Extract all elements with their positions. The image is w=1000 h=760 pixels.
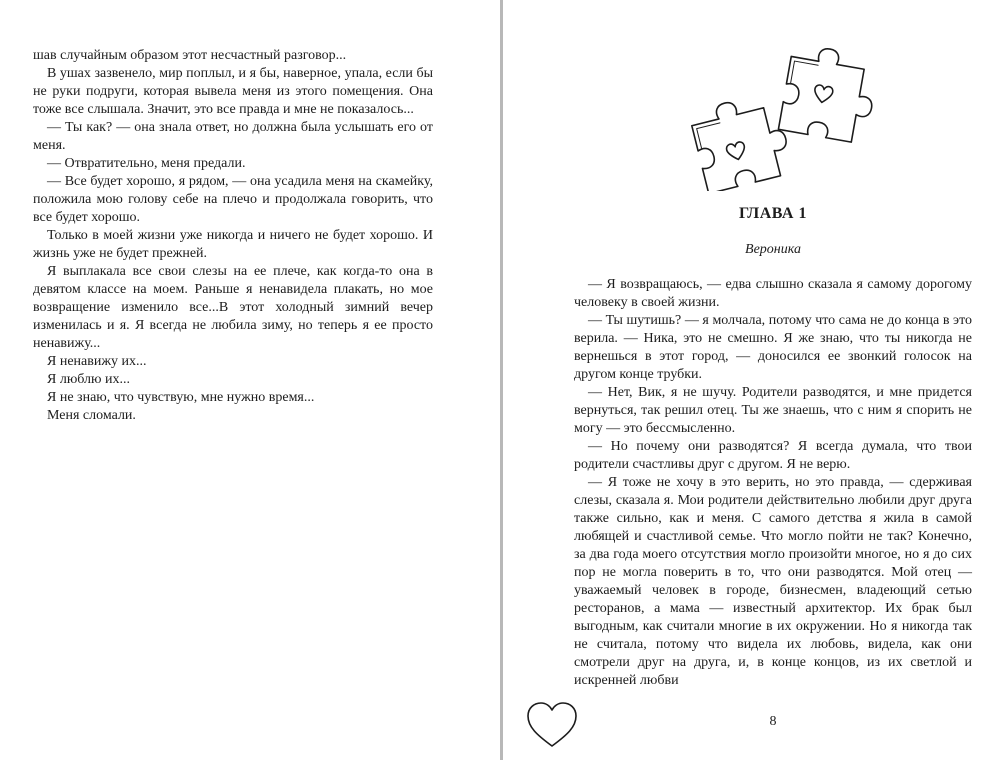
paragraph: Я не знаю, что чувствую, мне нужно время... bbox=[47, 390, 315, 405]
right-page bbox=[503, 0, 1000, 760]
paragraph: шав случайным образом этот несчастный разговор... bbox=[33, 48, 347, 63]
paragraph: — Ты шутишь? — я молчала, потому что сама не до конца в это верила. — Ника, это не смешно. Я же знаю, что ты никогда не вернешься в этот город, — доносился ее звонкий голосок на другом конце трубки. bbox=[574, 313, 972, 382]
right-page-text bbox=[574, 276, 972, 690]
paragraph: — Я возвращаюсь, — едва слышно сказала я самому дорогому человеку в своей жизни. bbox=[574, 277, 972, 310]
paragraph: — Все будет хорошо, я рядом, — она усадила меня на скамейку, положила мою голову себе на плечо и продолжала говорить, что все будет хорошо. bbox=[33, 174, 433, 225]
paragraph: Я выплакала все свои слезы на ее плече, как когда-то она в девятом классе на моем. Раньше я ненавидела плакать, но мое возвращение изменило все...В этот холодный зимний вечер изменилась и я. Я всегда не любила зиму, но теперь я ее просто ненавижу... bbox=[33, 264, 433, 351]
paragraph: В ушах зазвенело, мир поплыл, и я бы, наверное, упала, если бы не руки подруги, которая вывела меня из этого помещения. Она тоже все слышала. Значит, это все правда и мне не показалось... bbox=[33, 66, 433, 117]
paragraph: Меня сломали. bbox=[47, 408, 136, 423]
left-page-text bbox=[33, 47, 433, 425]
paragraph: — Но почему они разводятся? Я всегда думала, что твои родители счастливы друг с другом. Я не верю. bbox=[574, 439, 972, 472]
paragraph: — Ты как? — она знала ответ, но должна была услышать его от меня. bbox=[33, 120, 433, 153]
paragraph: Я люблю их... bbox=[47, 372, 130, 387]
paragraph: Только в моей жизни уже никогда и ничего не будет хорошо. И жизнь уже не будет прежней. bbox=[33, 228, 433, 261]
heart-outline-icon bbox=[525, 700, 579, 750]
puzzle-pieces-with-hearts-icon bbox=[683, 46, 873, 191]
chapter-subtitle: Вероника bbox=[745, 242, 801, 257]
paragraph: Я ненавижу их... bbox=[47, 354, 147, 369]
paragraph: — Нет, Вик, я не шучу. Родители разводятся, и мне придется вернуться, так решил отец. Ты же знаешь, что с ним я спорить не могу — это бессмысленно. bbox=[574, 385, 972, 436]
paragraph: — Отвратительно, меня предали. bbox=[47, 156, 246, 171]
page-number: 8 bbox=[769, 714, 777, 729]
chapter-title: ГЛАВА 1 bbox=[739, 205, 807, 222]
paragraph: — Я тоже не хочу в это верить, но это правда, — сдерживая слезы, сказала я. Мои родители действительно любили друг друга также сильно, как и меня. С самого детства я жила в самой любящей и счастливой семье. Что могло пойти не так? Конечно, за два года моего отсутствия могло произойти многое, но я до сих пор не могла поверить в то, что они разводятся. Мой отец — уважаемый человек в городе, бизнесмен, владеющий сетью ресторанов, а мама — известный архитектор. Их брак был выгодным, как считали многие в их окружении. Но я никогда так не считала, потому что видела их любовь, видела, как они смотрели друг на друга, и, в конце концов, из их светлой и искренней любви bbox=[574, 475, 972, 688]
